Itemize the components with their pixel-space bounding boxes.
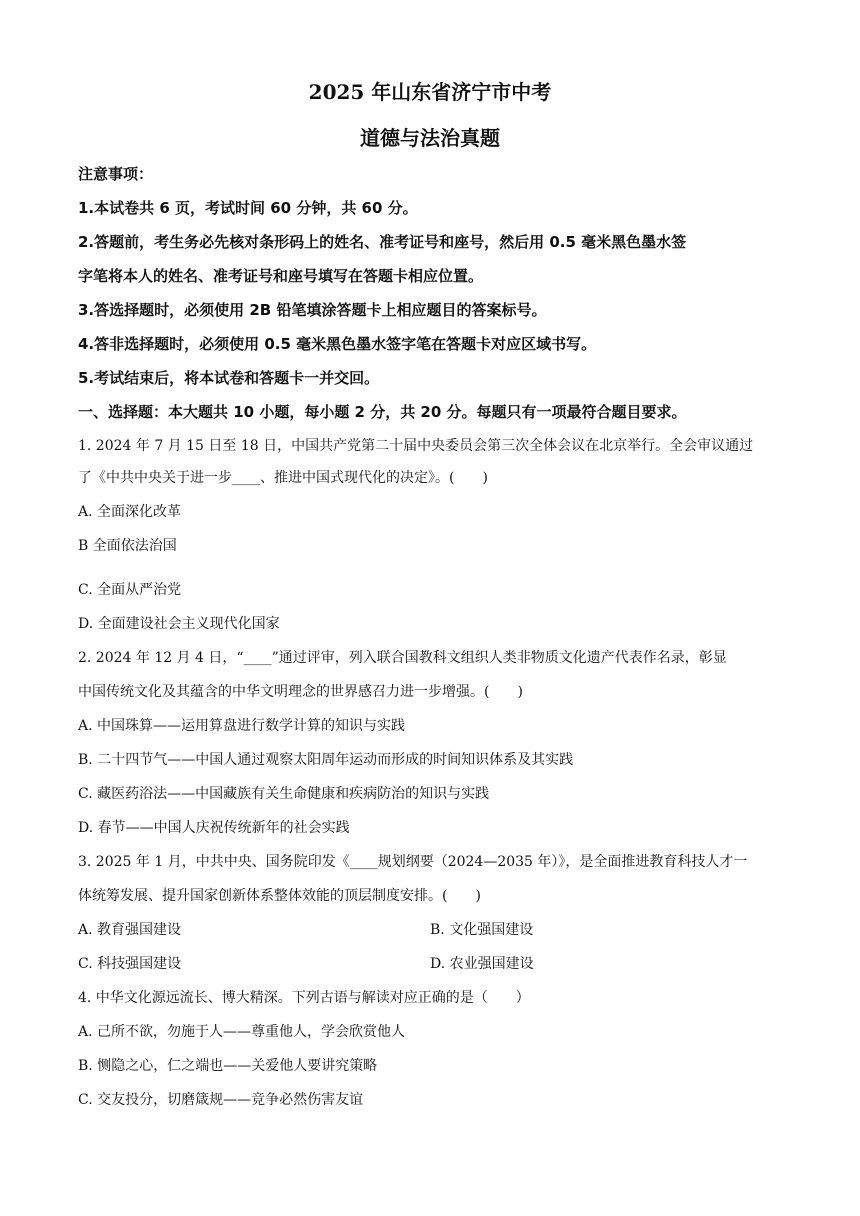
question-1-option-d: D. 全面建设社会主义现代化国家: [78, 616, 280, 632]
question-2-text: 2. 2024 年 12 月 4 日，“____”通过评审，列入联合国教科文组织人类非物质文化遗产代表作名录，彰显: [78, 650, 727, 666]
question-3-option-d: D. 农业强国建设: [430, 956, 534, 972]
notice-item-2: 2.答题前，考生务必先核对条形码上的姓名、准考证号和座号，然后用 0.5 毫米黑色墨水签: [78, 233, 687, 251]
question-1-text-cont: 了《中共中央关于进一步____、推进中国式现代化的决定》。( ): [78, 470, 488, 486]
question-1-option-a: A. 全面深化改革: [78, 504, 182, 520]
question-4-option-a: A. 己所不欲，勿施于人——尊重他人，学会欣赏他人: [78, 1024, 406, 1040]
notice-item-5: 5.考试结束后，将本试卷和答题卡一并交回。: [78, 369, 380, 387]
question-3-text: 3. 2025 年 1 月，中共中央、国务院印发《____规划纲要（2024—2035 年）》，是全面推进教育科技人才一: [78, 854, 748, 870]
question-3-option-b: B. 文化强国建设: [430, 922, 534, 938]
section-heading: 一、选择题：本大题共 10 小题，每小题 2 分，共 20 分。每题只有一项最符合题目要求。: [78, 403, 687, 421]
question-4-option-b: B. 恻隐之心，仁之端也——关爱他人要讲究策略: [78, 1058, 378, 1074]
question-2-option-c: C. 藏医药浴法——中国藏族有关生命健康和疾病防治的知识与实践: [78, 786, 490, 802]
question-2-option-d: D. 春节——中国人庆祝传统新年的社会实践: [78, 820, 350, 836]
notice-item-2-cont: 字笔将本人的姓名、准考证号和座号填写在答题卡相应位置。: [78, 267, 484, 285]
question-3-text-cont: 体统筹发展、提升国家创新体系整体效能的顶层制度安排。( ): [78, 888, 481, 904]
question-3-option-a: A. 教育强国建设: [78, 922, 182, 938]
exam-subtitle: 道德与法治真题: [360, 126, 500, 150]
notice-heading: 注意事项：: [78, 165, 154, 183]
question-2-option-b: B. 二十四节气——中国人通过观察太阳周年运动而形成的时间知识体系及其实践: [78, 752, 574, 768]
question-4-option-c: C. 交友投分，切磨箴规——竞争必然伤害友谊: [78, 1092, 364, 1108]
question-2-option-a: A. 中国珠算——运用算盘进行数学计算的知识与实践: [78, 718, 406, 734]
notice-item-4: 4.答非选择题时，必须使用 0.5 毫米黑色墨水签字笔在答题卡对应区域书写。: [78, 335, 597, 353]
question-1-option-b: B 全面依法治国: [78, 538, 177, 554]
question-2-text-cont: 中国传统文化及其蕴含的中华文明理念的世界感召力进一步增强。( ): [78, 684, 523, 700]
question-1-text: 1. 2024 年 7 月 15 日至 18 日，中国共产党第二十届中央委员会第三次全体会议在北京举行。全会审议通过: [78, 438, 754, 454]
notice-item-1: 1.本试卷共 6 页，考试时间 60 分钟，共 60 分。: [78, 199, 418, 217]
question-1-option-c: C. 全面从严治党: [78, 582, 182, 598]
exam-title: 2025 年山东省济宁市中考: [308, 80, 552, 104]
question-3-option-c: C. 科技强国建设: [78, 956, 182, 972]
question-4-text: 4. 中华文化源远流长、博大精深。下列古语与解读对应正确的是（ ）: [78, 990, 530, 1006]
notice-item-3: 3.答选择题时，必须使用 2B 铅笔填涂答题卡上相应题目的答案标号。: [78, 301, 547, 319]
